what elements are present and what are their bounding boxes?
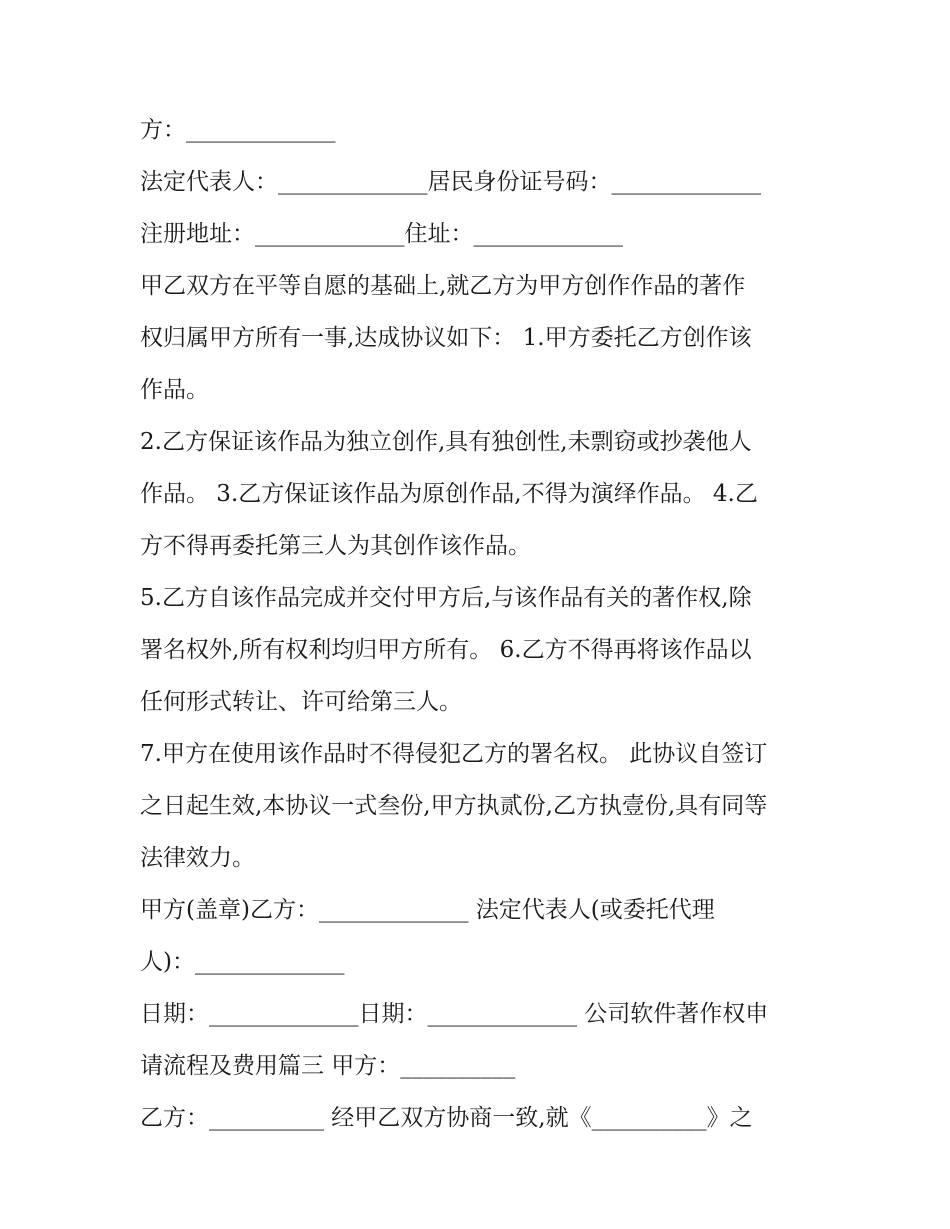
text-line: 作品。 xyxy=(140,377,209,403)
text-line: 作品。 3.乙方保证该作品为原创作品,不得为演绎作品。 4.乙 xyxy=(140,481,758,507)
text-line: 甲乙双方在平等自愿的基础上,就乙方为甲方创作作品的著作 xyxy=(140,273,746,299)
text-line: 请流程及费用篇三 甲方：__________ xyxy=(140,1053,516,1079)
text-line: 注册地址：_____________住址：_____________ xyxy=(140,221,623,247)
text-line: 日期：_____________日期：_____________ 公司软件著作权申 xyxy=(140,1001,769,1027)
text-line: 5.乙方自该作品完成并交付甲方后,与该作品有关的著作权,除 xyxy=(140,585,752,611)
text-line: 方不得再委托第三人为其创作该作品。 xyxy=(140,533,531,559)
text-line: 之日起生效,本协议一式叁份,甲方执贰份,乙方执壹份,具有同等 xyxy=(140,793,768,819)
text-line: 2.乙方保证该作品为独立创作,具有独创性,未剽窃或抄袭他人 xyxy=(140,429,752,455)
text-line: 法律效力。 xyxy=(140,845,255,871)
text-line: 任何形式转让、许可给第三人。 xyxy=(140,689,462,715)
text-line: 7.甲方在使用该作品时不得侵犯乙方的署名权。 此协议自签订 xyxy=(140,741,768,767)
text-line: 乙方：__________ 经甲乙双方协商一致,就《__________》之 xyxy=(140,1105,753,1131)
document-body xyxy=(140,104,820,1144)
text-line: 署名权外,所有权利均归甲方所有。 6.乙方不得再将该作品以 xyxy=(140,637,752,663)
text-line: 人)：_____________ xyxy=(140,949,345,975)
text-line: 权归属甲方所有一事,达成协议如下： 1.甲方委托乙方创作该 xyxy=(140,325,752,351)
text-line: 法定代表人：_____________居民身份证号码：_____________ xyxy=(140,169,761,195)
text-line: 方：_____________ xyxy=(140,117,336,143)
text-line: 甲方(盖章)乙方：_____________ 法定代表人(或委托代理 xyxy=(140,897,715,923)
